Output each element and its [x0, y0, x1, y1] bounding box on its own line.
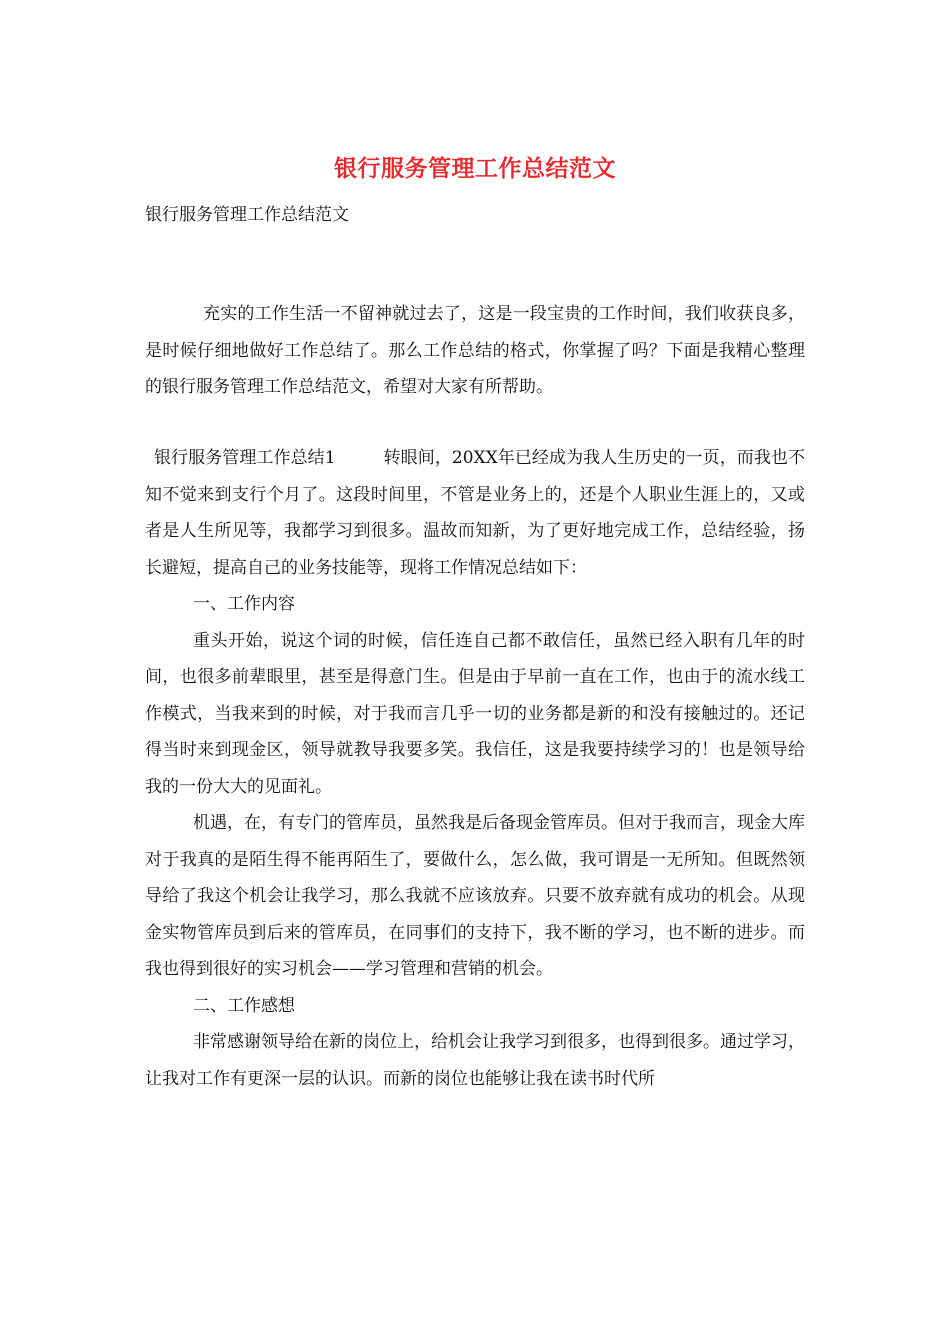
intro-paragraph: 充实的工作生活一不留神就过去了，这是一段宝贵的工作时间，我们收获良多，是时候仔细地做好工作总结了。那么工作总结的格式，你掌握了吗？下面是我精心整理的银行服务管理工作总结范文，希望对大家有所帮助。 [145, 304, 805, 397]
summary-heading: 银行服务管理工作总结1 [154, 448, 336, 468]
section1-paragraph-2: 机遇，在，有专门的管库员，虽然我是后备现金管库员。但对于我而言，现金大库对于我真的是陌生得不能再陌生了，要做什么，怎么做，我可谓是一无所知。但既然领导给了我这个机会让我学习，那么我就不应该放弃。只要不放弃就有成功的机会。从现金实物管库员到后来的管库员，在同事们的支持下，我不断的学习，也不断的进步。而我也得到很好的实习机会——学习管理和营销的机会。 [145, 813, 805, 979]
section1-paragraph-1: 重头开始，说这个词的时候，信任连自己都不敢信任，虽然已经入职有几年的时间，也很多前辈眼里，甚至是得意门生。但是由于早前一直在工作，也由于的流水线工作模式，当我来到的时候，对于我而言几乎一切的业务都是新的和没有接触过的。还记得当时来到现金区，领导就教导我要多笑。我信任，这是我要持续学习的！也是领导给我的一份大大的见面礼。 [145, 630, 805, 797]
document-subtitle: 银行服务管理工作总结范文 [145, 205, 349, 225]
summary-lead-paragraph [145, 440, 805, 586]
document-title: 银行服务管理工作总结范文 [334, 155, 616, 182]
section2-paragraph-1: 非常感谢领导给在新的岗位上，给机会让我学习到很多，也得到很多。通过学习，让我对工作有更深一层的认识。而新的岗位也能够让我在读书时代所 [145, 1032, 805, 1089]
section-heading-work-reflections: 二、工作感想 [193, 995, 295, 1016]
intro-block [145, 296, 805, 406]
section-heading-work-content: 一、工作内容 [193, 594, 295, 614]
summary-block [145, 440, 805, 1097]
summary-lead-text: 转眼间，20XX年已经成为我人生历史的一页，而我也不知不觉来到支行个月了。这段时间里，不管是业务上的，还是个人职业生涯上的，又或者是人生所见等，我都学习到很多。温故而知新，为了更好地完成工作，总结经验，扬长避短，提高自己的业务技能等，现将工作情况总结如下： [145, 448, 805, 578]
